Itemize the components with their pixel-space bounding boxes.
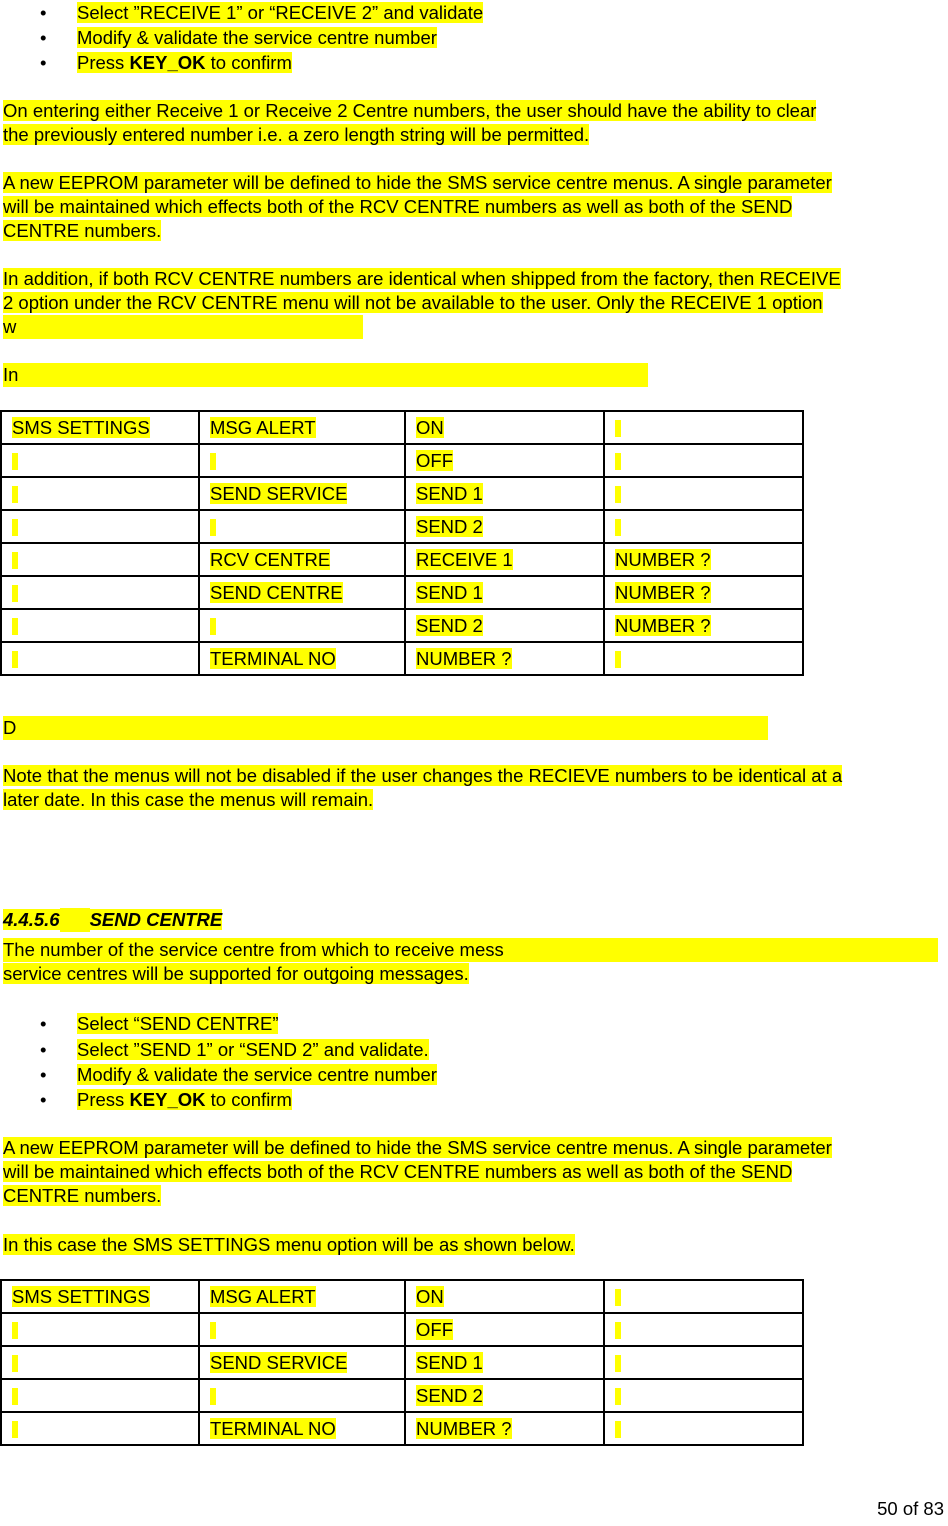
- table-row: SEND 2: [1, 1379, 803, 1412]
- table-row: SEND CENTRE SEND 1 NUMBER ?: [1, 576, 803, 609]
- list-item: Press KEY_OK to confirm: [77, 52, 292, 73]
- table-row: SMS SETTINGS MSG ALERT ON: [1, 1280, 803, 1313]
- list-item: Select ”SEND 1” or “SEND 2” and validate.: [77, 1039, 429, 1060]
- table-row: RCV CENTRE RECEIVE 1 NUMBER ?: [1, 543, 803, 576]
- section-heading: 4.4.5.6 SEND CENTRE: [3, 909, 223, 930]
- paragraph-case: In this case the SMS SETTINGS menu option will be as shown below.: [3, 1234, 575, 1255]
- bullet-marker: •: [40, 1013, 47, 1034]
- table-row: SEND 2 NUMBER ?: [1, 609, 803, 642]
- table-row: SEND SERVICE SEND 1: [1, 477, 803, 510]
- paragraph-d: D: [3, 716, 768, 740]
- table-row: OFF: [1, 1313, 803, 1346]
- list-item: Press KEY_OK to confirm: [77, 1089, 292, 1110]
- page-number: 50 of 83: [877, 1498, 944, 1519]
- bullet-marker: •: [40, 52, 47, 73]
- sms-settings-table-2: [0, 1279, 804, 1446]
- table-row: SMS SETTINGS MSG ALERT ON: [1, 411, 803, 444]
- table-row: OFF: [1, 444, 803, 477]
- bullet-marker: •: [40, 1089, 47, 1110]
- table-row: TERMINAL NO NUMBER ?: [1, 1412, 803, 1445]
- list-item: Select ”RECEIVE 1” or “RECEIVE 2” and validate: [77, 2, 484, 23]
- bullet-marker: •: [40, 1039, 47, 1060]
- bullet-marker: •: [40, 1064, 47, 1085]
- list-item: Select “SEND CENTRE”: [77, 1013, 279, 1034]
- table-row: TERMINAL NO NUMBER ?: [1, 642, 803, 675]
- table-row: SEND 2: [1, 510, 803, 543]
- paragraph-in: In: [3, 363, 648, 387]
- bullet-marker: •: [40, 2, 47, 23]
- table-row: SEND SERVICE SEND 1: [1, 1346, 803, 1379]
- sms-settings-table: [0, 410, 804, 676]
- list-item: Modify & validate the service centre number: [77, 1064, 437, 1085]
- list-item: Modify & validate the service centre number: [77, 27, 437, 48]
- bullet-marker: •: [40, 27, 47, 48]
